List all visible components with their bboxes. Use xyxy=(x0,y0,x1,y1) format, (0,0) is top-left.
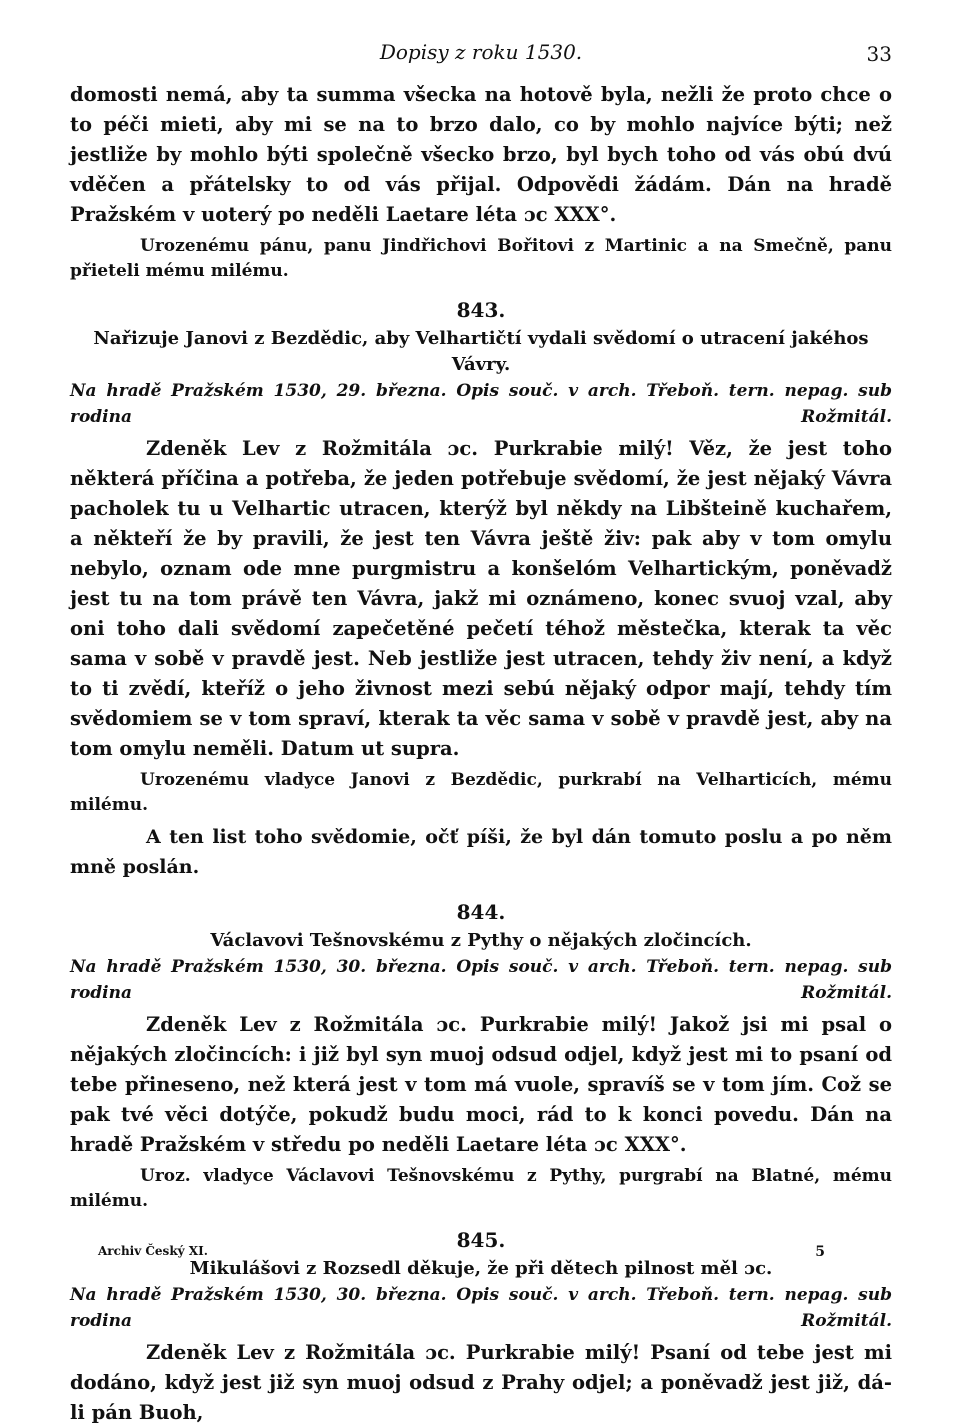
entry-regest: Nařizuje Janovi z Bezdědic, aby Velhartičtí vydali svědomí o utracení jakéhos Vávry. xyxy=(93,328,869,375)
entry-number: 845. xyxy=(456,1228,506,1252)
document-page xyxy=(70,38,892,1428)
page-number: 33 xyxy=(866,42,892,66)
letter-entry-843 xyxy=(70,298,892,882)
entry-text: Zdeněk Lev z Rožmitála ɔc. Purkrabie milý! Psaní od tebe jest mi dodáno, když jest již syn muoj odsud z Prahy odjel; a poněvadž jest již, dá-li pán Buoh, xyxy=(70,1341,892,1424)
entry-source: Na hradě Pražském 1530, 30. března. Opis souč. v arch. Třeboň. tern. nepag. sub rodina Rožmitál. xyxy=(70,957,892,1003)
intro-address: Urozenému pánu, panu Jindřichovi Bořitovi z Martinic a na Smečně, panu přieteli mému milému. xyxy=(70,236,892,281)
letter-entry-844 xyxy=(70,900,892,1214)
running-title: Dopisy z roku 1530. xyxy=(379,40,583,64)
entry-regest: Mikulášovi z Rozsedl děkuje, že při dětech pilnost měl ɔc. xyxy=(189,1258,773,1279)
entry-source: Na hradě Pražském 1530, 30. března. Opis souč. v arch. Třeboň. tern. nepag. sub rodina Rožmitál. xyxy=(70,1285,892,1331)
entry-source: Na hradě Pražském 1530, 29. března. Opis souč. v arch. Třeboň. tern. nepag. sub rodina Rožmitál. xyxy=(70,381,892,427)
entry-address: Urozenému vladyce Janovi z Bezdědic, purkrabí na Velharticích, mému milému. xyxy=(70,770,892,815)
letter-entry-845 xyxy=(70,1228,892,1428)
entry-text: Zdeněk Lev z Rožmitála ɔc. Purkrabie milý! Věz, že jest toho některá příčina a potřeba, že jeden potřebuje svědomí, že jest nějaký Vávra pacholek tu u Velhartic utracen, kterýž byl někdy na Libšteině kuchařem, a někteří že by pravili, že jest ten Vávra ještě živ: pak aby v tom omylu nebylo, oznam ode mne purgmistru a konšelóm Velhartickým, poněvadž jest tu na tom právě ten Vávra, jakž mi oznámeno, konec svuoj vzal, aby oni toho dali svědomí zapečetěné pečetí téhož městečka, kterak ta věc sama v sobě v pravdě jest. Neb jestliže jest utracen, tehdy živ není, a když to ti zvědí, kteříž o jeho živnost mezi sebú nějaký odpor mají, tehdy tím svědomiem se v tom spraví, kterak ta věc sama v sobě v pravdě jest, aby na tom omylu neměli. Datum ut supra. xyxy=(70,437,892,760)
entry-note: A ten list toho svědomie, očť píši, že byl dán tomuto poslu a po něm mně poslán. xyxy=(70,826,892,878)
entry-number: 843. xyxy=(456,298,506,322)
entry-regest: Václavovi Tešnovskému z Pythy o nějakých zločincích. xyxy=(210,930,752,951)
intro-paragraph: domosti nemá, aby ta summa všecka na hotově byla, nežli že proto chce o to péči mieti, aby mi se na to brzo dalo, co by mohlo najvíce býti; než jestliže by mohlo býti společně všecko brzo, byl bych toho od vás obú dvú vděčen a přátelsky to od vás přijal. Odpovědi žádám. Dán na hradě Pražském v uoterý po neděli Laetare léta ɔc XXX°. xyxy=(70,83,892,226)
entry-text: Zdeněk Lev z Rožmitála ɔc. Purkrabie milý! Jakož jsi mi psal o nějakých zločincích: i již byl syn muoj odsud odjel, když jest mi to psaní od tebe přineseno, než která jest v tom má vuole, spravíš se v tom jím. Což se pak tvé věci dotýče, pokudž budu moci, rád to k konci povedu. Dán na hradě Pražském v středu po neděli Laetare léta ɔc XXX°. xyxy=(70,1013,892,1156)
footer-signature: Archiv Český XI. xyxy=(98,1244,208,1258)
entry-number: 844. xyxy=(456,900,506,924)
entry-address: Uroz. vladyce Václavovi Tešnovskému z Pythy, purgrabí na Blatné, mému milému. xyxy=(70,1166,892,1211)
footer-sheet-number: 5 xyxy=(815,1244,825,1260)
running-head xyxy=(70,38,892,72)
